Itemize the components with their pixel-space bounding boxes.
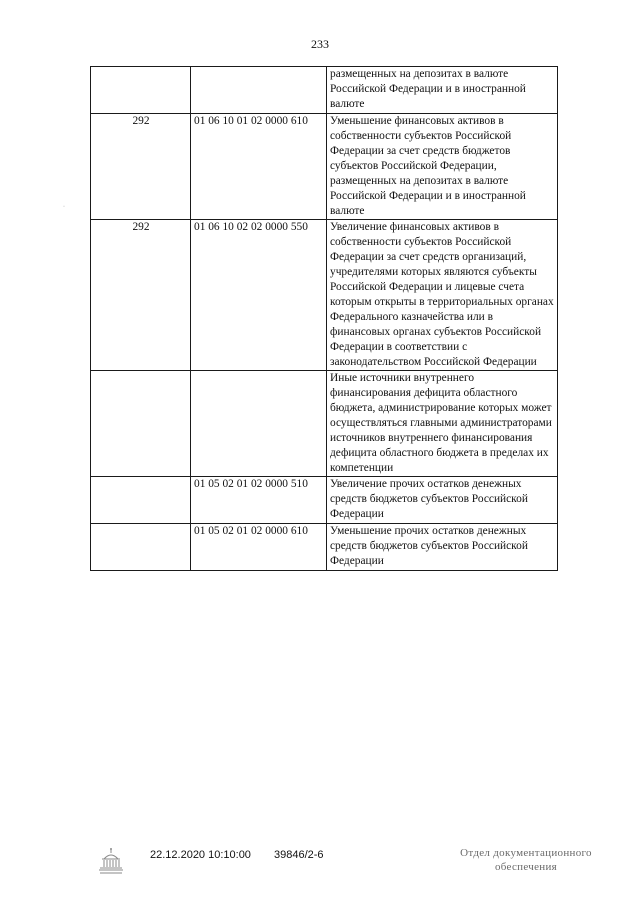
source-code-cell	[191, 67, 327, 114]
table-row	[91, 114, 558, 220]
duma-emblem-icon	[96, 846, 126, 878]
table-row	[91, 67, 558, 114]
source-code-cell: 01 05 02 01 02 0000 610	[191, 524, 327, 571]
source-name-cell: размещенных на депозитах в валюте Российской Федерации и в иностранной валюте	[327, 67, 558, 114]
source-name-cell: Уменьшение прочих остатков денежных средств бюджетов субъектов Российской Федерации	[327, 524, 558, 571]
source-name-cell: Увеличение финансовых активов в собственности субъектов Российской Федерации за счет средств организаций, учредителями которых являются субъекты Российской Федерации и лицевые счета которым открыты в территориальных органах Федерального казначейства или в финансовых органах субъектов Российской Федерации в соответствии с законодательством Российской Федерации	[327, 220, 558, 371]
admin-code-cell	[91, 371, 191, 477]
source-code-cell	[191, 371, 327, 477]
table-row	[91, 477, 558, 524]
admin-code-cell	[91, 524, 191, 571]
source-name-cell: Иные источники внутреннего финансирования дефицита областного бюджета, администрирование которых может осуществляться главными администраторами источников внутреннего финансирования дефицита областного бюджета в пределах их компетенции	[327, 371, 558, 477]
registration-date: 22.12.2020 10:10:00	[150, 849, 251, 861]
admin-code-cell	[91, 67, 191, 114]
table-row	[91, 524, 558, 571]
document-footer	[0, 846, 640, 886]
sources-table	[90, 66, 558, 571]
admin-code-cell	[91, 477, 191, 524]
scan-artifact: ·	[63, 204, 65, 210]
source-code-cell: 01 05 02 01 02 0000 510	[191, 477, 327, 524]
source-code-cell: 01 06 10 01 02 0000 610	[191, 114, 327, 220]
source-name-cell: Уменьшение финансовых активов в собственности субъектов Российской Федерации за счет средств бюджетов субъектов Российской Федерации, размещенных на депозитах в валюте Российской Федерации и в иностранной валюте	[327, 114, 558, 220]
source-code-cell: 01 06 10 02 02 0000 550	[191, 220, 327, 371]
table-row	[91, 220, 558, 371]
department-stamp-line2: обеспечения	[494, 861, 558, 873]
admin-code-cell: 292	[91, 220, 191, 371]
admin-code-cell: 292	[91, 114, 191, 220]
registration-number: 39846/2-6	[274, 849, 324, 861]
department-stamp	[448, 846, 604, 874]
source-name-cell: Увеличение прочих остатков денежных средств бюджетов субъектов Российской Федерации	[327, 477, 558, 524]
page-number: 233	[311, 37, 329, 51]
table-row	[91, 371, 558, 477]
department-stamp-line1: Отдел документационного	[460, 847, 592, 859]
